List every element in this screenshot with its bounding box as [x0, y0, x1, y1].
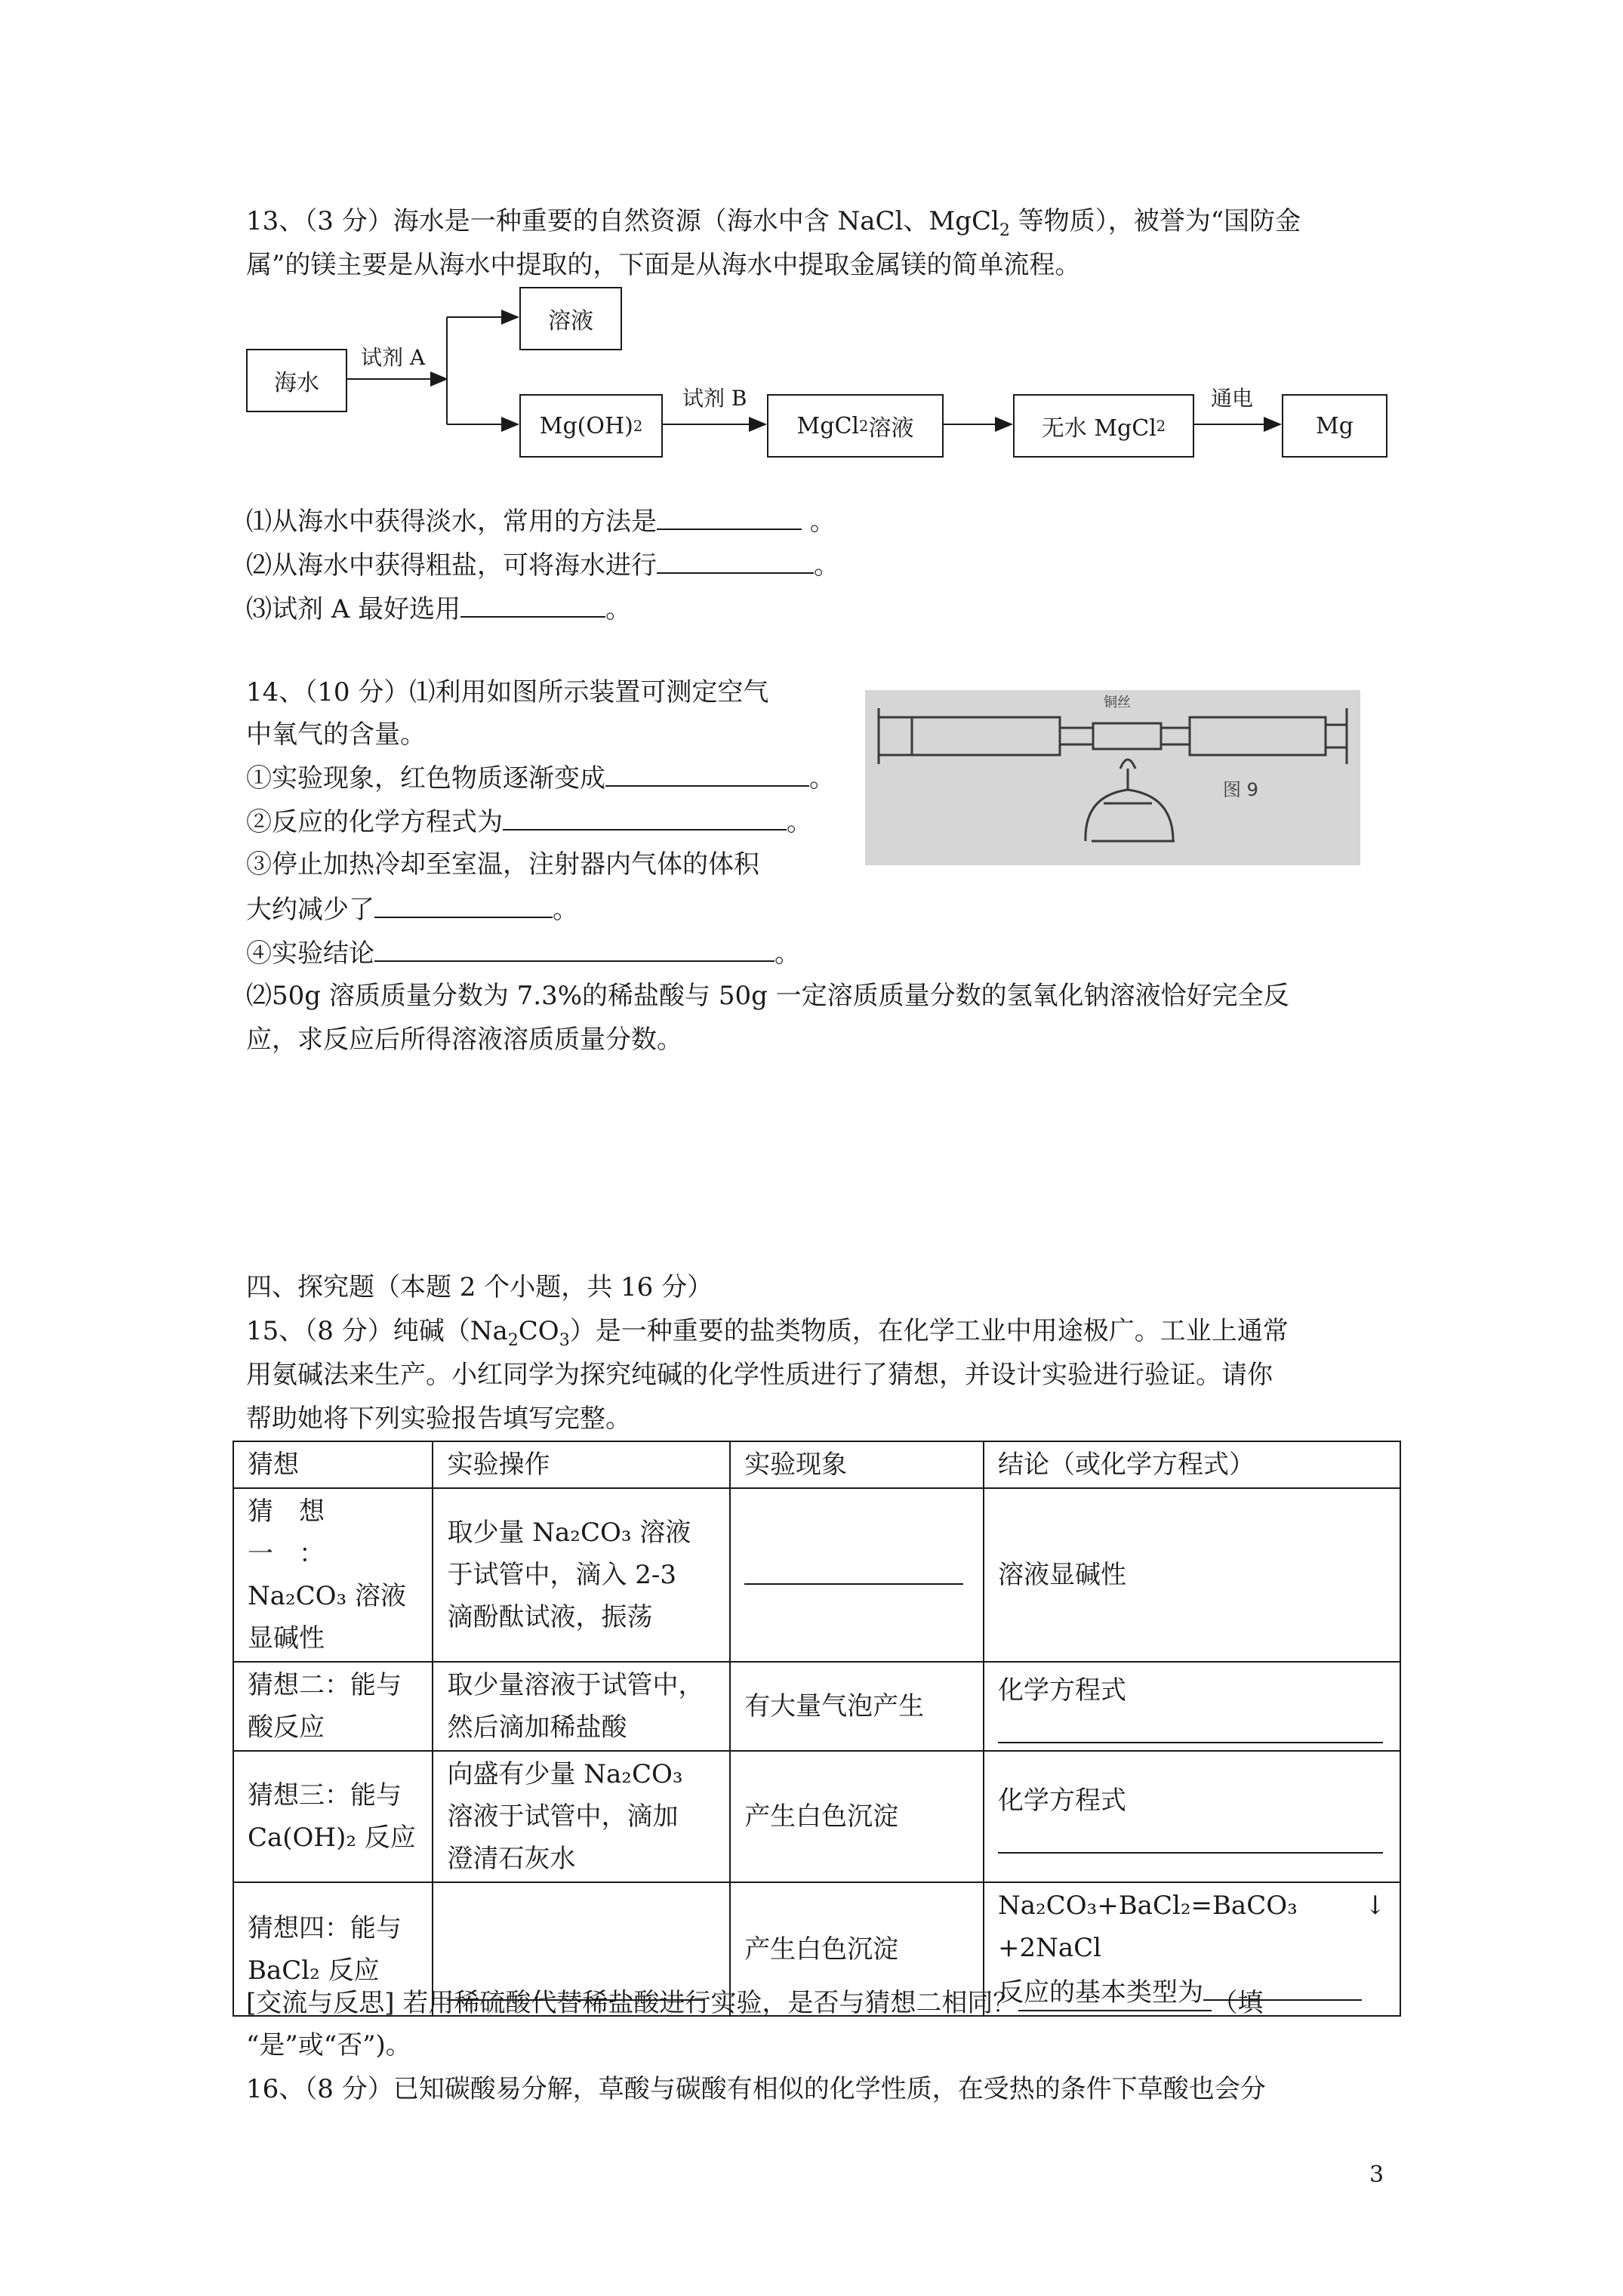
q14-blank3[interactable]: [374, 886, 553, 918]
q15-line1: 15、（8 分）纯碱$(Na_2CO_3)$是一种重要的盐类物质，在化学工业中用途极广。工业上通常: [246, 1316, 1289, 1350]
q14-line3: ①实验现象，红色物质逐渐变成 。: [246, 755, 835, 800]
cell-conclusion-3: 化学方程式: [984, 1751, 1400, 1882]
cell-operation-3: 向盛有少量 Na₂CO₃ 溶液于试管中，滴加 澄清石灰水: [433, 1751, 730, 1882]
q14-blank4[interactable]: [374, 930, 775, 962]
cell-operation-2: 取少量溶液于试管中， 然后滴加稀盐酸: [433, 1662, 730, 1751]
q13-blank3[interactable]: [460, 586, 605, 618]
cell-phenomenon-4: 产生白色沉淀: [730, 1882, 984, 2016]
flow-box-mg: Mg: [1282, 394, 1387, 458]
header-operation: 实验操作: [433, 1441, 730, 1488]
q13-line2: 属”的镁主要是从海水中提取的，下面是从海水中提取金属镁的简单流程。: [246, 250, 1081, 280]
header-conclusion: 结论（或化学方程式）: [984, 1441, 1400, 1488]
q14-line4: ②反应的化学方程式为 。: [246, 799, 812, 844]
flow-box-seawater: 海水: [246, 349, 347, 412]
flow-box-mgoh2: Mg(OH) 2: [519, 394, 663, 458]
q14-blank2[interactable]: [503, 799, 787, 831]
answer-blank-equation-2[interactable]: [998, 1712, 1383, 1743]
cell-hypothesis-3: 猜想三：能与 Ca(OH)₂ 反应: [233, 1751, 433, 1882]
q15-reflection-line1: [交流与反思] 若用稀硫酸代替稀盐酸进行实验，是否与猜想二相同？ （填: [246, 1980, 1263, 2025]
cell-hypothesis-4: 猜想四：能与 BaCl₂ 反应: [233, 1882, 433, 2016]
cell-hypothesis-1: 猜 想 一 ： Na₂CO₃ 溶液 显碱性: [233, 1488, 433, 1662]
q13-blank1[interactable]: [657, 498, 802, 530]
q13-blank2[interactable]: [657, 542, 814, 574]
cell-phenomenon-1: [730, 1488, 984, 1662]
q14-line8: ⑵50g 溶质质量分数为 7.3%的稀盐酸与 50g 一定溶质质量分数的氢氧化钠溶液恰好完全反: [246, 981, 1289, 1011]
q13-part3: ⑶试剂 A 最好选用 。: [246, 586, 631, 631]
q16-line1: 16、（8 分）已知碳酸易分解，草酸与碳酸有相似的化学性质，在受热的条件下草酸也会分: [246, 2074, 1266, 2104]
q14-line7: ④实验结论 。: [246, 930, 800, 975]
table-row: [233, 1662, 1400, 1751]
q14-line5: ③停止加热冷却至室温，注射器内气体的体积: [246, 849, 759, 880]
apparatus-figure: [865, 690, 1360, 865]
q15-reflection-line2: “是”或“否”)。: [246, 2030, 411, 2060]
header-hypothesis: 猜想: [233, 1441, 433, 1488]
q14-blank1[interactable]: [605, 755, 809, 787]
cell-phenomenon-2: 有大量气泡产生: [730, 1662, 984, 1751]
table-row: [233, 1488, 1400, 1662]
experiment-report-table: [233, 1441, 1401, 2017]
cell-hypothesis-2: 猜想二：能与 酸反应: [233, 1662, 433, 1751]
q13-part2: ⑵从海水中获得粗盐，可将海水进行 。: [246, 542, 839, 587]
flow-box-mgcl2-solution: MgCl 2 溶液: [767, 394, 944, 458]
q14-line6: 大约减少了 。: [246, 886, 578, 932]
section4-title: 四、探究题（本题 2 个小题，共 16 分）: [246, 1272, 713, 1302]
table-row: [233, 1751, 1400, 1882]
flow-label-reagent-b: 试剂 B: [682, 386, 747, 411]
flow-label-electrolysis: 通电: [1211, 386, 1254, 411]
q13-line1: 13、（3 分）海水是一种重要的自然资源（海水中含 NaCl、MgCl$_2$ 等物质），被誉为“国防金: [246, 206, 1301, 240]
header-phenomenon: 实验现象: [730, 1441, 984, 1488]
q15-reflection-blank[interactable]: [1018, 1980, 1212, 2011]
table-header-row: [233, 1441, 1400, 1488]
q15-line2: 用氨碱法来生产。小红同学为探究纯碱的化学性质进行了猜想，并设计实验进行验证。请你: [246, 1360, 1273, 1390]
q14-line1: 14、（10 分）⑴利用如图所示装置可测定空气: [246, 677, 769, 707]
q14-line2: 中氧气的含量。: [246, 720, 426, 750]
cell-conclusion-2: 化学方程式: [984, 1662, 1400, 1751]
syringe-apparatus-drawing: [865, 690, 1360, 865]
q15-line3: 帮助她将下列实验报告填写完整。: [246, 1404, 631, 1434]
cell-conclusion-4: Na₂CO₃+BaCl₂=BaCO₃ ↓ +2NaCl 反应的基本类型为: [984, 1882, 1400, 2016]
figure-label-wire: 铜丝: [1104, 695, 1131, 710]
cell-operation-1: 取少量 Na₂CO₃ 溶液 于试管中，滴入 2-3 滴酚酞试液，振荡: [433, 1488, 730, 1662]
flow-box-solution: 溶液: [519, 287, 622, 350]
answer-blank-equation-3[interactable]: [998, 1822, 1383, 1854]
page-number: 3: [1369, 2162, 1384, 2188]
cell-conclusion-1: 溶液显碱性: [984, 1488, 1400, 1662]
flow-box-anhydrous-mgcl2: 无水 MgCl 2: [1013, 394, 1194, 458]
answer-blank-phenomenon-1[interactable]: [744, 1553, 963, 1585]
q13-part1: ⑴从海水中获得淡水，常用的方法是 。: [246, 498, 836, 544]
flow-label-reagent-a: 试剂 A: [361, 345, 426, 370]
figure-caption: 图 9: [1223, 779, 1258, 800]
q14-line9: 应，求反应后所得溶液溶质质量分数。: [246, 1025, 682, 1055]
cell-phenomenon-3: 产生白色沉淀: [730, 1751, 984, 1882]
